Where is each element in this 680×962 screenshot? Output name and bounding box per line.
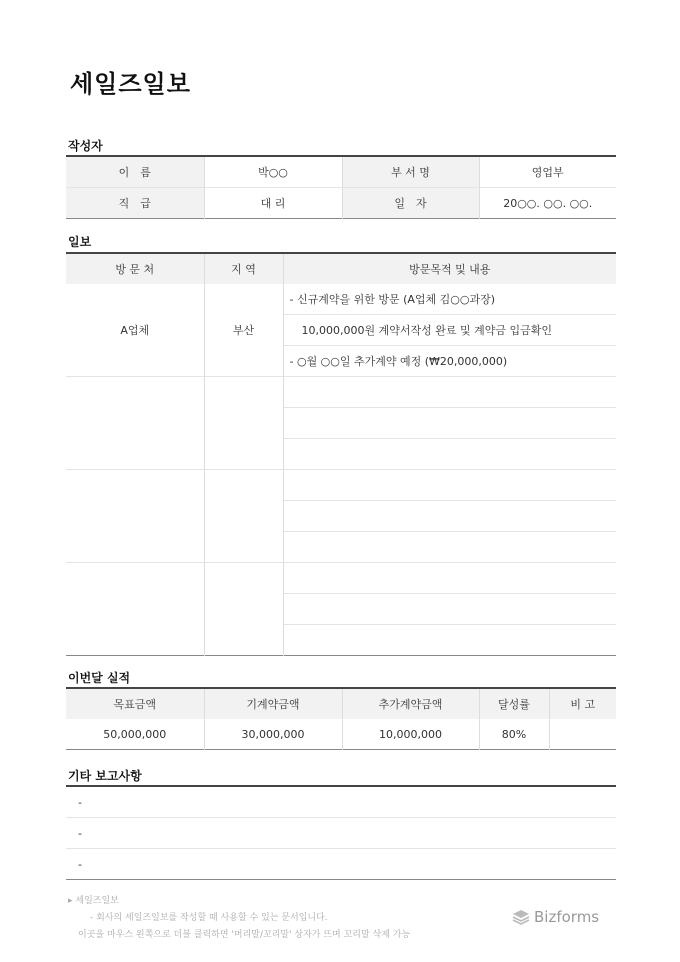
region-cell[interactable] xyxy=(204,377,283,470)
content-cell[interactable] xyxy=(283,408,616,439)
content-cell[interactable] xyxy=(283,377,616,408)
header-rate: 달성률 xyxy=(479,688,549,719)
content-line[interactable]: - 신규계약을 위한 방문 (A업체 김○○과장) xyxy=(283,284,616,315)
daily-table xyxy=(66,252,616,656)
section-title-performance: 이번달 실적 xyxy=(68,671,131,685)
name-label: 이 름 xyxy=(66,156,204,188)
rank-value[interactable]: 대 리 xyxy=(204,188,342,219)
visit-cell[interactable] xyxy=(66,563,204,656)
visit-cell[interactable] xyxy=(66,470,204,563)
content-line[interactable]: - ○월 ○○일 추가계약 예정 (₩20,000,000) xyxy=(283,346,616,377)
header-remarks: 비 고 xyxy=(549,688,616,719)
document-title: 세일즈일보 xyxy=(70,70,191,98)
contracted-value[interactable]: 30,000,000 xyxy=(204,719,342,750)
header-region: 지 역 xyxy=(204,253,283,284)
content-cell[interactable] xyxy=(283,594,616,625)
additional-value[interactable]: 10,000,000 xyxy=(342,719,479,750)
header-visit: 방 문 처 xyxy=(115,263,155,276)
department-value[interactable]: 영업부 xyxy=(479,156,616,188)
header-additional: 추가계약금액 xyxy=(342,688,479,719)
region-cell[interactable] xyxy=(204,563,283,656)
remarks-value[interactable] xyxy=(549,719,616,750)
content-cell[interactable] xyxy=(283,625,616,656)
writer-table xyxy=(66,155,616,219)
region-cell[interactable] xyxy=(204,470,283,563)
content-cell[interactable] xyxy=(283,470,616,501)
other-item[interactable]: - xyxy=(78,826,82,840)
content-cell[interactable] xyxy=(283,563,616,594)
other-item[interactable]: - xyxy=(78,795,82,809)
section-title-daily: 일보 xyxy=(68,235,92,249)
performance-table xyxy=(66,687,616,750)
other-item[interactable]: - xyxy=(78,857,82,871)
footer-note xyxy=(68,893,410,944)
visit-value[interactable]: A업체 xyxy=(120,324,150,337)
footer-hint[interactable]: 이곳을 마우스 왼쪽으로 더블 클릭하면 '머리말/꼬리말' 상자가 뜨며 꼬리말 삭제 가능 xyxy=(78,930,411,940)
rank-label: 직 급 xyxy=(66,188,204,219)
section-title-writer: 작성자 xyxy=(68,139,103,153)
content-cell[interactable] xyxy=(283,501,616,532)
date-value[interactable]: 20○○. ○○. ○○. xyxy=(479,188,616,219)
other-table xyxy=(66,785,616,880)
header-target: 목표금액 xyxy=(113,698,156,711)
footer-title: ▸ 세일즈일보 xyxy=(68,896,119,906)
date-label: 일 자 xyxy=(342,188,479,219)
name-value[interactable]: 박○○ xyxy=(204,156,342,188)
content-cell[interactable] xyxy=(283,532,616,563)
target-value[interactable]: 50,000,000 xyxy=(103,727,167,741)
header-content: 방문목적 및 내용 xyxy=(283,253,616,284)
visit-cell[interactable] xyxy=(66,377,204,470)
region-value[interactable]: 부산 xyxy=(204,284,283,377)
rate-value[interactable]: 80% xyxy=(479,719,549,750)
department-label: 부 서 명 xyxy=(342,156,479,188)
footer-desc: - 회사의 세일즈일보를 작성할 때 사용할 수 있는 문서입니다. xyxy=(90,913,328,923)
header-contracted: 기계약금액 xyxy=(204,688,342,719)
brand-logo xyxy=(512,908,599,926)
bizforms-logo-icon xyxy=(512,909,530,925)
content-cell[interactable] xyxy=(283,439,616,470)
brand-name: Bizforms xyxy=(534,908,600,926)
content-line[interactable]: 10,000,000원 계약서작성 완료 및 계약금 입금확인 xyxy=(283,315,616,346)
section-title-other: 기타 보고사항 xyxy=(68,769,142,783)
